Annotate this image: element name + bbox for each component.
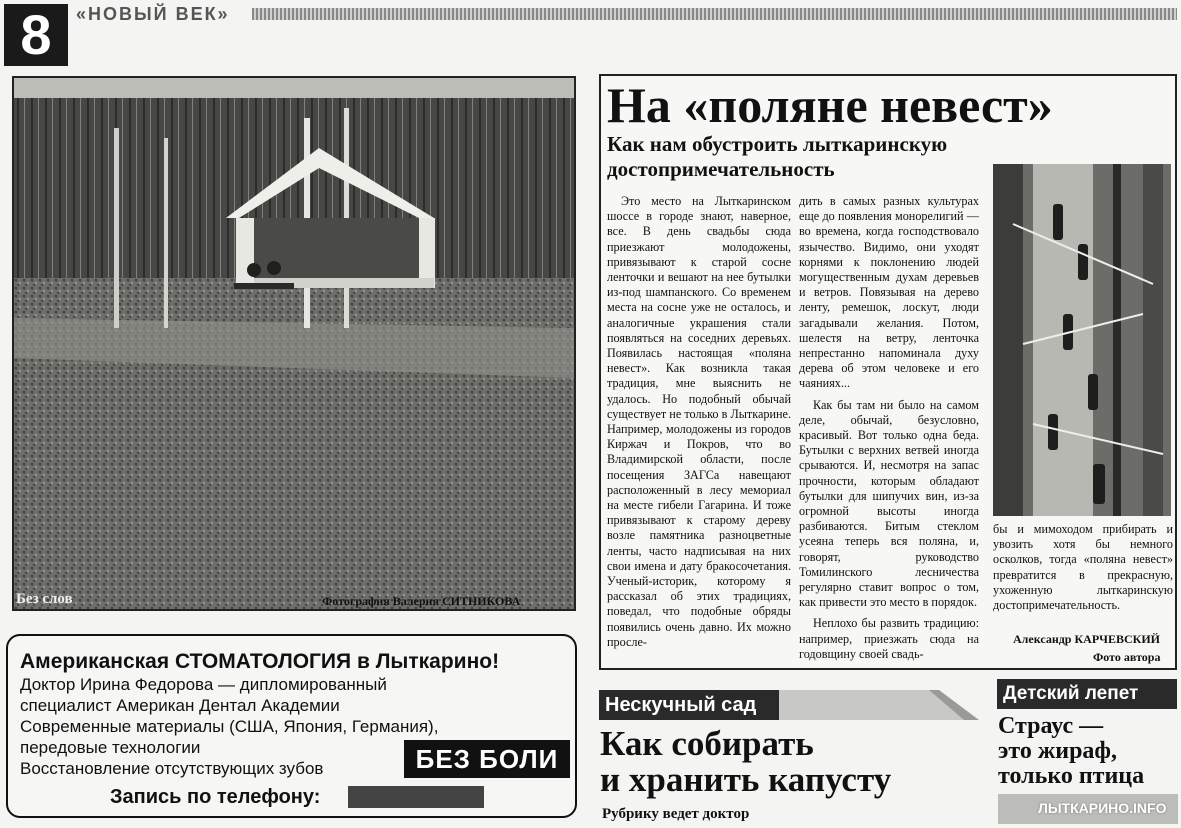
site-logo	[998, 794, 1178, 824]
teaser-title-line: это жираф,	[998, 738, 1118, 764]
paragraph: бы и мимоходом прибирать и увозить хотя бы немного осколков, тогда «поляна невест» превратится в прекрасную, ухоженную лыткаринскую достопримечательность.	[993, 522, 1173, 613]
ad-stamp: БЕЗ БОЛИ	[404, 740, 570, 778]
article-headline: На «поляне невест»	[607, 77, 1053, 133]
redacted-phone	[348, 786, 484, 808]
ad-line: передовые технологии	[20, 738, 201, 757]
teaser-subtitle: Рубрику ведет доктор	[602, 806, 750, 822]
ad-line: Восстановление отсутствующих зубов	[20, 759, 324, 778]
article	[599, 74, 1177, 670]
page-number: 8	[4, 4, 68, 66]
article-author: Александр КАРЧЕВСКИЙ	[1013, 632, 1161, 646]
section-title: «НОВЫЙ ВЕК»	[76, 4, 230, 24]
ad-line: Доктор Ирина Федорова — дипломированный	[20, 675, 387, 694]
header-rule	[252, 8, 1177, 20]
rubric-arrow-icon	[779, 690, 979, 720]
ad-line: Современные материалы (США, Япония, Германия),	[20, 717, 439, 736]
site-logo-text: ЛЫТКАРИНО.INFO	[1038, 800, 1167, 816]
paragraph: Неплохо бы развить традицию: например, приезжать сюда на годовщину своей свадь-	[799, 616, 979, 661]
park-photo	[12, 76, 576, 611]
teaser-title-line: Как собирать	[600, 724, 814, 763]
tree-bottles-photo	[993, 164, 1171, 516]
rubric-label: Детский лепет	[997, 679, 1177, 709]
ad-line: специалист Американ Дентал Академии	[20, 696, 340, 715]
paragraph: дить в самых разных культурах еще до появления монорелигий — во времена, когда господствовало язычество. Видимо, они уходят корнями к поклонению людей могущественным духам деревьев и ветров. Повязывая на дерево ленту, ремешок, лоскут, люди загадывали желания. Потом, шелестя на ветру, ленточка непрестанно напоминала духу дерева об этом человеке и его чаяниях...	[799, 194, 979, 391]
paragraph: Как бы там ни было на самом деле, обычай, безусловно, красивый. Вот только одна беда. Бутылки с верхних ветвей иногда срываются. И, несмотря на запас прочности, которым обладают бутылки для шипучих вин, из-за огромной высоты иногда разбиваются. Битым стеклом усеяна теперь вся поляна, и, говорят, руководство Томилинского лесничества регулярно ставит вопрос о том, как привести это место в порядок.	[799, 397, 979, 610]
ad-title: Американская СТОМАТОЛОГИЯ в Лыткарино!	[20, 650, 500, 673]
paragraph: Это место на Лыткаринском шоссе в городе знают, наверное, все. В день свадьбы сюда приезжают молодожены, привязывают к старой сосне ленточки и вешают на нее бутылки из-под шампанского. Со временем места на сосне уже не осталось, и аналогичные украшения стали появляться на соседних деревьях. Появилась настоящая «поляна невест». Как возникла такая традиция, мне выяснить не удалось. Но подобный обычай существует не только в Лыткарине. Например, молодожены из городов Киржач и Покров, что во Владимирской области, после посещения ЗАГСа навещают расположенный в лесу мемориал на месте гибели Гагарина. И тоже привязывают к старому дереву возле памятника разноцветные ленты, часто надписывая на них свои имена и дату бракосочетания. Ученый-историк, которому я рассказал об этих традициях, поведал, что подобные обряды появились очень давно. Их можно просле-	[607, 194, 791, 649]
photo-credit: Фотография Валерия СИТНИКОВА	[322, 594, 521, 608]
teaser-title	[998, 714, 1144, 789]
teaser-title-line: Страус —	[998, 713, 1104, 739]
photo-caption: Без слов	[16, 591, 73, 607]
rubric-label: Нескучный сад	[599, 690, 779, 720]
article-subhead: Как нам обустроить лыткаринскую достопримечательность	[607, 132, 948, 181]
header-bar	[72, 4, 1177, 26]
article-column-3	[993, 522, 1173, 613]
teaser-title-line: только птица	[998, 763, 1145, 789]
teaser-title-line: и хранить капусту	[600, 760, 892, 799]
article-column-1	[607, 194, 791, 650]
photo-credit-author: Фото автора	[1093, 650, 1161, 664]
teaser-title	[600, 726, 891, 798]
dental-ad	[6, 634, 577, 818]
article-column-2	[799, 194, 979, 662]
ad-phone-label: Запись по телефону:	[110, 786, 321, 808]
